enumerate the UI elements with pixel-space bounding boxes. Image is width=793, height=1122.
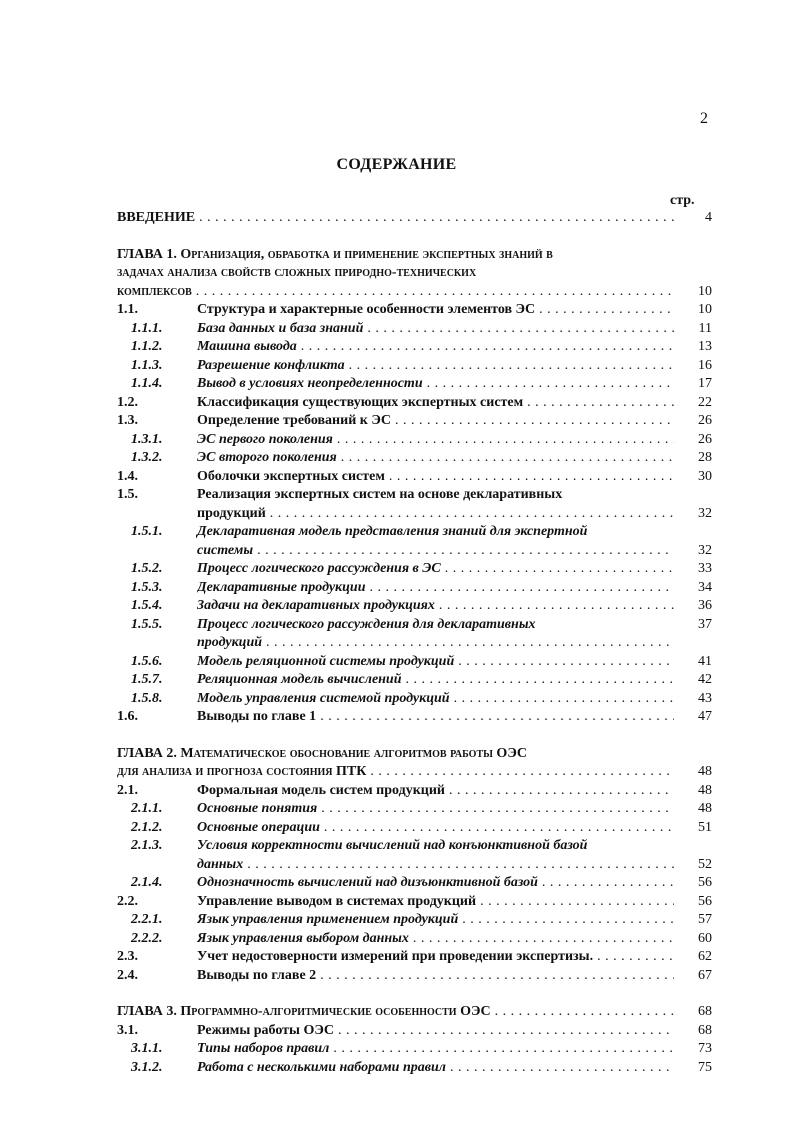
toc-item-number: 1.2. [117,394,138,410]
toc-item[interactable] [117,893,712,912]
toc-item-number: 2.3. [117,949,138,964]
toc-item-page: 48 [698,782,712,798]
toc-item-page: 36 [698,598,712,613]
toc-item[interactable] [117,671,712,690]
toc-item-text: Работа с несколькими наборами правил . . . [197,1059,674,1078]
chapter-3-items [117,1022,712,1078]
toc-item-page: 47 [698,709,712,724]
toc-item-page: 68 [698,1022,712,1038]
toc-item[interactable] [117,338,712,357]
toc-item[interactable] [117,782,712,801]
toc-item[interactable] [117,431,712,450]
toc-item[interactable] [117,911,712,930]
chapter-1-items-c [117,653,712,727]
toc-item-number: 1.5.2. [131,561,163,576]
toc-item-text: Процесс логического рассуждения для декларативных [197,616,536,632]
toc-item[interactable] [117,653,712,672]
toc-item-number: 1.5.8. [131,690,163,706]
toc-item-number: 2.1.3. [131,838,163,853]
toc-item-page: 30 [698,468,712,484]
toc-item-text: Определение требований к ЭС . . . [197,412,674,431]
toc-item-number: 1.5.3. [131,579,163,595]
toc-item-number: 2.1.1. [131,801,163,816]
toc-item[interactable] [117,468,712,487]
chapter-2-items-b [117,874,712,985]
toc-item[interactable] [117,449,712,468]
toc-item[interactable] [117,320,712,339]
toc-item-number: 1.4. [117,468,138,484]
toc-item-page: 22 [698,394,712,410]
toc-item-page: 33 [698,561,712,576]
toc-item-page: 10 [698,302,712,317]
page-title: СОДЕРЖАНИЕ [336,156,457,173]
toc-item-1-5-cont[interactable] [117,505,712,524]
toc-item-text: Выводы по главе 2 . . . [197,967,674,986]
toc-item-number: 3.1.1. [131,1041,163,1056]
toc-item-text: Типы наборов правил . . . [197,1040,674,1059]
toc-item-page: 67 [698,967,712,983]
toc-item-text: База данных и база знаний . . . [197,320,674,339]
toc-item-page: 37 [698,616,712,632]
chapter-3-heading-text: ГЛАВА 3. Программно-алгоритмические особенности ОЭС . . . [117,1003,674,1022]
toc-item[interactable] [117,412,712,431]
toc-item-text: Модель реляционной системы продукций . . . [197,653,674,672]
toc-item-page: 62 [698,949,712,964]
toc-item-page: 16 [698,357,712,373]
toc-item-page: 42 [698,672,712,687]
chapter-3-heading[interactable] [117,1003,712,1022]
toc-item-text: ЭС второго поколения . . . [197,449,674,468]
toc-item[interactable] [117,394,712,413]
toc-intro-text: ВВЕДЕНИЕ . . . [117,209,674,228]
toc-item-page: 32 [698,505,712,521]
toc-item-number: 2.1.4. [131,875,163,890]
toc-item-number: 1.1.1. [131,320,163,336]
toc-item-page: 41 [698,653,712,669]
toc-item-number: 1.5.7. [131,672,163,687]
toc-item-page: 60 [698,930,712,946]
toc-item-page: 13 [698,339,712,354]
chapter-1-page: 10 [698,283,712,299]
toc-item-text: Язык управления выбором данных . . . [197,930,674,949]
toc-item[interactable] [117,1059,712,1078]
toc-item-text: продукций . . . [197,505,674,524]
toc-item-text: Основные понятия . . . [197,800,674,819]
toc-item-number: 1.5.5. [131,616,163,632]
toc-item-text: Структура и характерные особенности элементов ЭС . . . [197,301,674,320]
toc-item-page: 17 [698,376,712,391]
toc-item[interactable] [117,357,712,376]
toc-item[interactable] [117,948,712,967]
toc-item[interactable] [117,800,712,819]
toc-item-page: 73 [698,1041,712,1056]
toc-item-1-5[interactable] [117,486,712,505]
toc-item-page: 43 [698,690,712,706]
page-column-label: стр. [670,193,695,208]
toc-item-text: Вывод в условиях неопределенности . . . [197,375,674,394]
toc-item-text: Учет недостоверности измерений при проведении экспертизы. . . . [197,948,674,967]
toc-item[interactable] [117,690,712,709]
chapter-3-page: 68 [698,1004,712,1019]
toc-item-number: 2.1. [117,782,138,798]
toc-item-number: 1.1.2. [131,339,163,354]
toc-item-number: 1.5. [117,487,138,502]
chapter-2-heading-line1[interactable]: ГЛАВА 2. Математическое обоснование алгоритмов работы ОЭС [117,745,527,761]
toc-item-page: 52 [698,856,712,872]
toc-item-page: 32 [698,542,712,558]
toc-item-number: 1.3. [117,413,138,428]
toc-item-text: Задачи на декларативных продукциях . . . [197,597,674,616]
toc-item-text: Выводы по главе 1 . . . [197,708,674,727]
toc-item-text: данных . . . [197,856,674,875]
toc-intro-page: 4 [705,210,712,225]
toc-item-page: 51 [698,819,712,835]
toc-item-text: Язык управления применением продукций . . . [197,911,674,930]
toc-item-number: 2.2. [117,893,138,909]
toc-item-2-1-3[interactable] [117,837,712,856]
toc-item-page: 56 [698,875,712,890]
toc-item-2-1-3-cont[interactable] [117,856,712,875]
toc-item-text: продукций . . . [197,634,674,653]
toc-item-1-5-1[interactable] [117,523,712,542]
toc-item[interactable] [117,874,712,893]
table-of-contents [117,209,712,1077]
toc-item-number: 1.5.4. [131,598,163,613]
toc-item[interactable] [117,301,712,320]
toc-item-number: 1.5.6. [131,653,163,669]
chapter-1-heading-line3-text: комплексов . . . [117,283,674,302]
toc-item-number: 2.2.2. [131,930,163,946]
toc-item-text: системы . . . [197,542,674,561]
toc-item-text: Однозначность вычислений над дизъюнктивной базой . . . [197,874,674,893]
toc-item-number: 2.1.2. [131,819,163,835]
toc-item-page: 28 [698,450,712,465]
toc-item-text: Формальная модель систем продукций . . . [197,782,674,801]
toc-item-page: 26 [698,431,712,447]
toc-item-text: ЭС первого поколения . . . [197,431,674,450]
toc-item-text: Основные операции . . . [197,819,674,838]
toc-item-text: Декларативная модель представления знаний для экспертной [197,524,588,539]
toc-item[interactable] [117,1040,712,1059]
chapter-1-items-b [117,560,712,616]
chapter-1 [117,246,712,727]
toc-item-1-5-5[interactable] [117,616,712,635]
toc-item-text: Режимы работы ОЭС . . . [197,1022,674,1041]
toc-item-page: 34 [698,579,712,595]
toc-item-number: 1.1. [117,302,138,317]
toc-item-number: 1.1.3. [131,357,163,373]
toc-item-page: 56 [698,893,712,909]
toc-item[interactable] [117,1022,712,1041]
toc-item-page: 26 [698,413,712,428]
toc-item-number: 2.4. [117,967,138,983]
toc-item-text: Классификация существующих экспертных систем . . . [197,394,674,413]
chapter-3 [117,1003,712,1077]
toc-item-1-5-1-cont[interactable] [117,542,712,561]
chapter-1-heading-line1[interactable]: ГЛАВА 1. Организация, обработка и применение экспертных знаний в [117,246,553,262]
chapter-2 [117,745,712,986]
toc-item[interactable] [117,708,712,727]
toc-item-text: Процесс логического рассуждения в ЭС . . . [197,560,674,579]
toc-item-text: Управление выводом в системах продукций . . . [197,893,674,912]
toc-item-number: 1.3.1. [131,431,163,447]
toc-item[interactable] [117,597,712,616]
toc-item-page: 57 [698,912,712,927]
toc-item[interactable] [117,930,712,949]
chapter-1-heading-line3[interactable] [117,283,712,302]
toc-item-page: 11 [698,320,712,336]
chapter-1-heading-line2[interactable]: задачах анализа свойств сложных природно-технических [117,265,477,280]
toc-item-text: Разрешение конфликта . . . [197,357,674,376]
toc-item-text: Декларативные продукции . . . [197,579,674,598]
chapter-2-items [117,782,712,838]
toc-item-number: 3.1. [117,1022,138,1038]
toc-item[interactable] [117,579,712,598]
toc-item-text: Модель управления системой продукций . . . [197,690,674,709]
toc-item[interactable] [117,967,712,986]
chapter-2-heading-line2-text: для анализа и прогноза состояния ПТК . . . [117,763,674,782]
toc-item-text: Реляционная модель вычислений . . . [197,671,674,690]
toc-item-1-5-5-cont[interactable] [117,634,712,653]
chapter-1-items [117,301,712,486]
toc-item-number: 2.2.1. [131,912,163,927]
page-number: 2 [700,110,708,127]
toc-item-text: Оболочки экспертных систем . . . [197,468,674,487]
chapter-2-heading-line2[interactable] [117,763,712,782]
toc-item-number: 1.5.1. [131,524,163,539]
toc-item[interactable] [117,560,712,579]
toc-item-page: 48 [698,801,712,816]
toc-item-text: Реализация экспертных систем на основе декларативных [197,487,563,502]
toc-item-number: 3.1.2. [131,1059,163,1075]
toc-item-text: Машина вывода . . . [197,338,674,357]
toc-item-number: 1.6. [117,709,138,724]
chapter-2-page: 48 [698,764,712,779]
toc-item-number: 1.3.2. [131,450,163,465]
toc-item-text: Условия корректности вычислений над конъюнктивной базой [197,838,588,853]
toc-item-page: 75 [698,1059,712,1075]
toc-item[interactable] [117,819,712,838]
toc-item-number: 1.1.4. [131,376,163,391]
toc-item[interactable] [117,375,712,394]
toc-intro[interactable] [117,209,712,228]
